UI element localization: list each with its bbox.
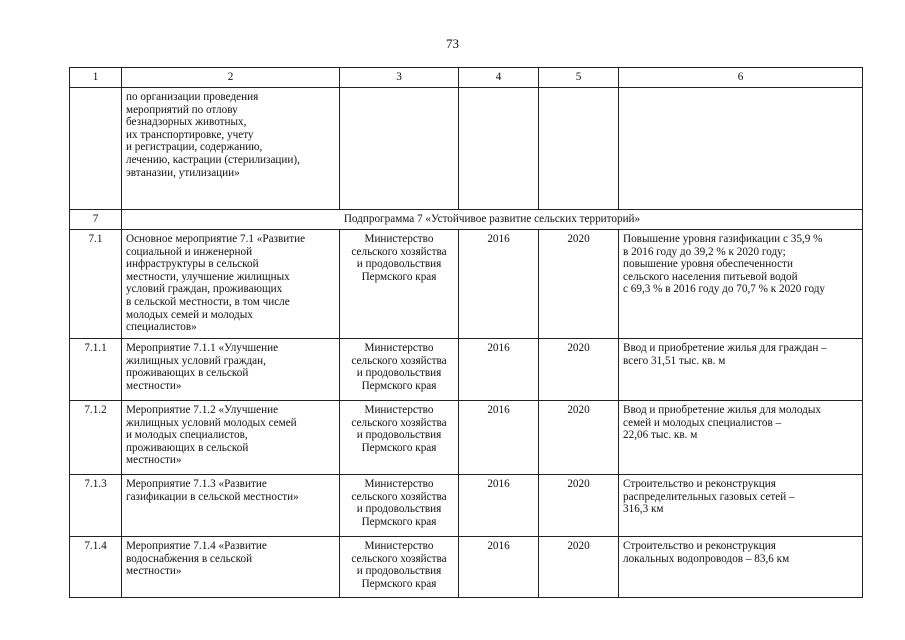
column-number-row	[70, 68, 863, 88]
row-number: 7	[70, 210, 122, 230]
start-year: 2016	[459, 401, 539, 475]
executor: Министерство сельского хозяйства и продовольствия Пермского края	[340, 475, 459, 537]
end-year: 2020	[539, 401, 619, 475]
measure-name: Основное мероприятие 7.1 «Развитие социальной и инженерной инфраструктуры в сельской местности, улучшение жилищных условий граждан, проживающих в сельской местности, в том числе молодых семей и молодых специалистов»	[122, 230, 340, 339]
row-number: 7.1.4	[70, 537, 122, 598]
start-year: 2016	[459, 230, 539, 339]
executor: Министерство сельского хозяйства и продовольствия Пермского края	[340, 230, 459, 339]
executor	[340, 88, 459, 210]
executor: Министерство сельского хозяйства и продовольствия Пермского края	[340, 401, 459, 475]
start-year: 2016	[459, 339, 539, 401]
measure-name: Мероприятие 7.1.2 «Улучшение жилищных условий молодых семей и молодых специалистов, проживающих в сельской местности»	[122, 401, 340, 475]
table-row	[70, 475, 863, 537]
row-number: 7.1.3	[70, 475, 122, 537]
table-row-continuation	[70, 88, 863, 210]
column-number: 6	[619, 68, 863, 88]
column-number: 2	[122, 68, 340, 88]
measure-name: по организации проведения мероприятий по отлову безнадзорных животных, их транспортировке, учету и регистрации, содержанию, лечению, кастрации (стерилизации), эвтаназии, утилизации»	[122, 88, 340, 210]
column-number: 3	[340, 68, 459, 88]
row-number: 7.1.1	[70, 339, 122, 401]
measure-name: Мероприятие 7.1.3 «Развитие газификации в сельской местности»	[122, 475, 340, 537]
expected-result: Ввод и приобретение жилья для граждан – всего 31,51 тыс. кв. м	[619, 339, 863, 401]
end-year: 2020	[539, 339, 619, 401]
table-row	[70, 230, 863, 339]
expected-result: Повышение уровня газификации с 35,9 % в 2016 году до 39,2 % к 2020 году; повышение уровня обеспеченности сельского населения питьевой водой с 69,3 % в 2016 году до 70,7 % к 2020 году	[619, 230, 863, 339]
expected-result	[619, 88, 863, 210]
column-number: 5	[539, 68, 619, 88]
expected-result: Строительство и реконструкция локальных водопроводов – 83,6 км	[619, 537, 863, 598]
column-number: 4	[459, 68, 539, 88]
start-year: 2016	[459, 475, 539, 537]
row-number	[70, 88, 122, 210]
subprogram-row	[70, 210, 863, 230]
program-table	[69, 67, 863, 598]
expected-result: Ввод и приобретение жилья для молодых семей и молодых специалистов – 22,06 тыс. кв. м	[619, 401, 863, 475]
start-year	[459, 88, 539, 210]
page-number: 73	[446, 36, 459, 51]
start-year: 2016	[459, 537, 539, 598]
row-number: 7.1	[70, 230, 122, 339]
executor: Министерство сельского хозяйства и продовольствия Пермского края	[340, 339, 459, 401]
table-row	[70, 339, 863, 401]
table-row	[70, 401, 863, 475]
end-year: 2020	[539, 537, 619, 598]
expected-result: Строительство и реконструкция распределительных газовых сетей – 316,3 км	[619, 475, 863, 537]
subprogram-title: Подпрограмма 7 «Устойчивое развитие сельских территорий»	[122, 210, 863, 230]
end-year: 2020	[539, 475, 619, 537]
column-number: 1	[70, 68, 122, 88]
table-row	[70, 537, 863, 598]
measure-name: Мероприятие 7.1.1 «Улучшение жилищных условий граждан, проживающих в сельской местности»	[122, 339, 340, 401]
measure-name: Мероприятие 7.1.4 «Развитие водоснабжения в сельской местности»	[122, 537, 340, 598]
end-year	[539, 88, 619, 210]
end-year: 2020	[539, 230, 619, 339]
executor: Министерство сельского хозяйства и продовольствия Пермского края	[340, 537, 459, 598]
row-number: 7.1.2	[70, 401, 122, 475]
